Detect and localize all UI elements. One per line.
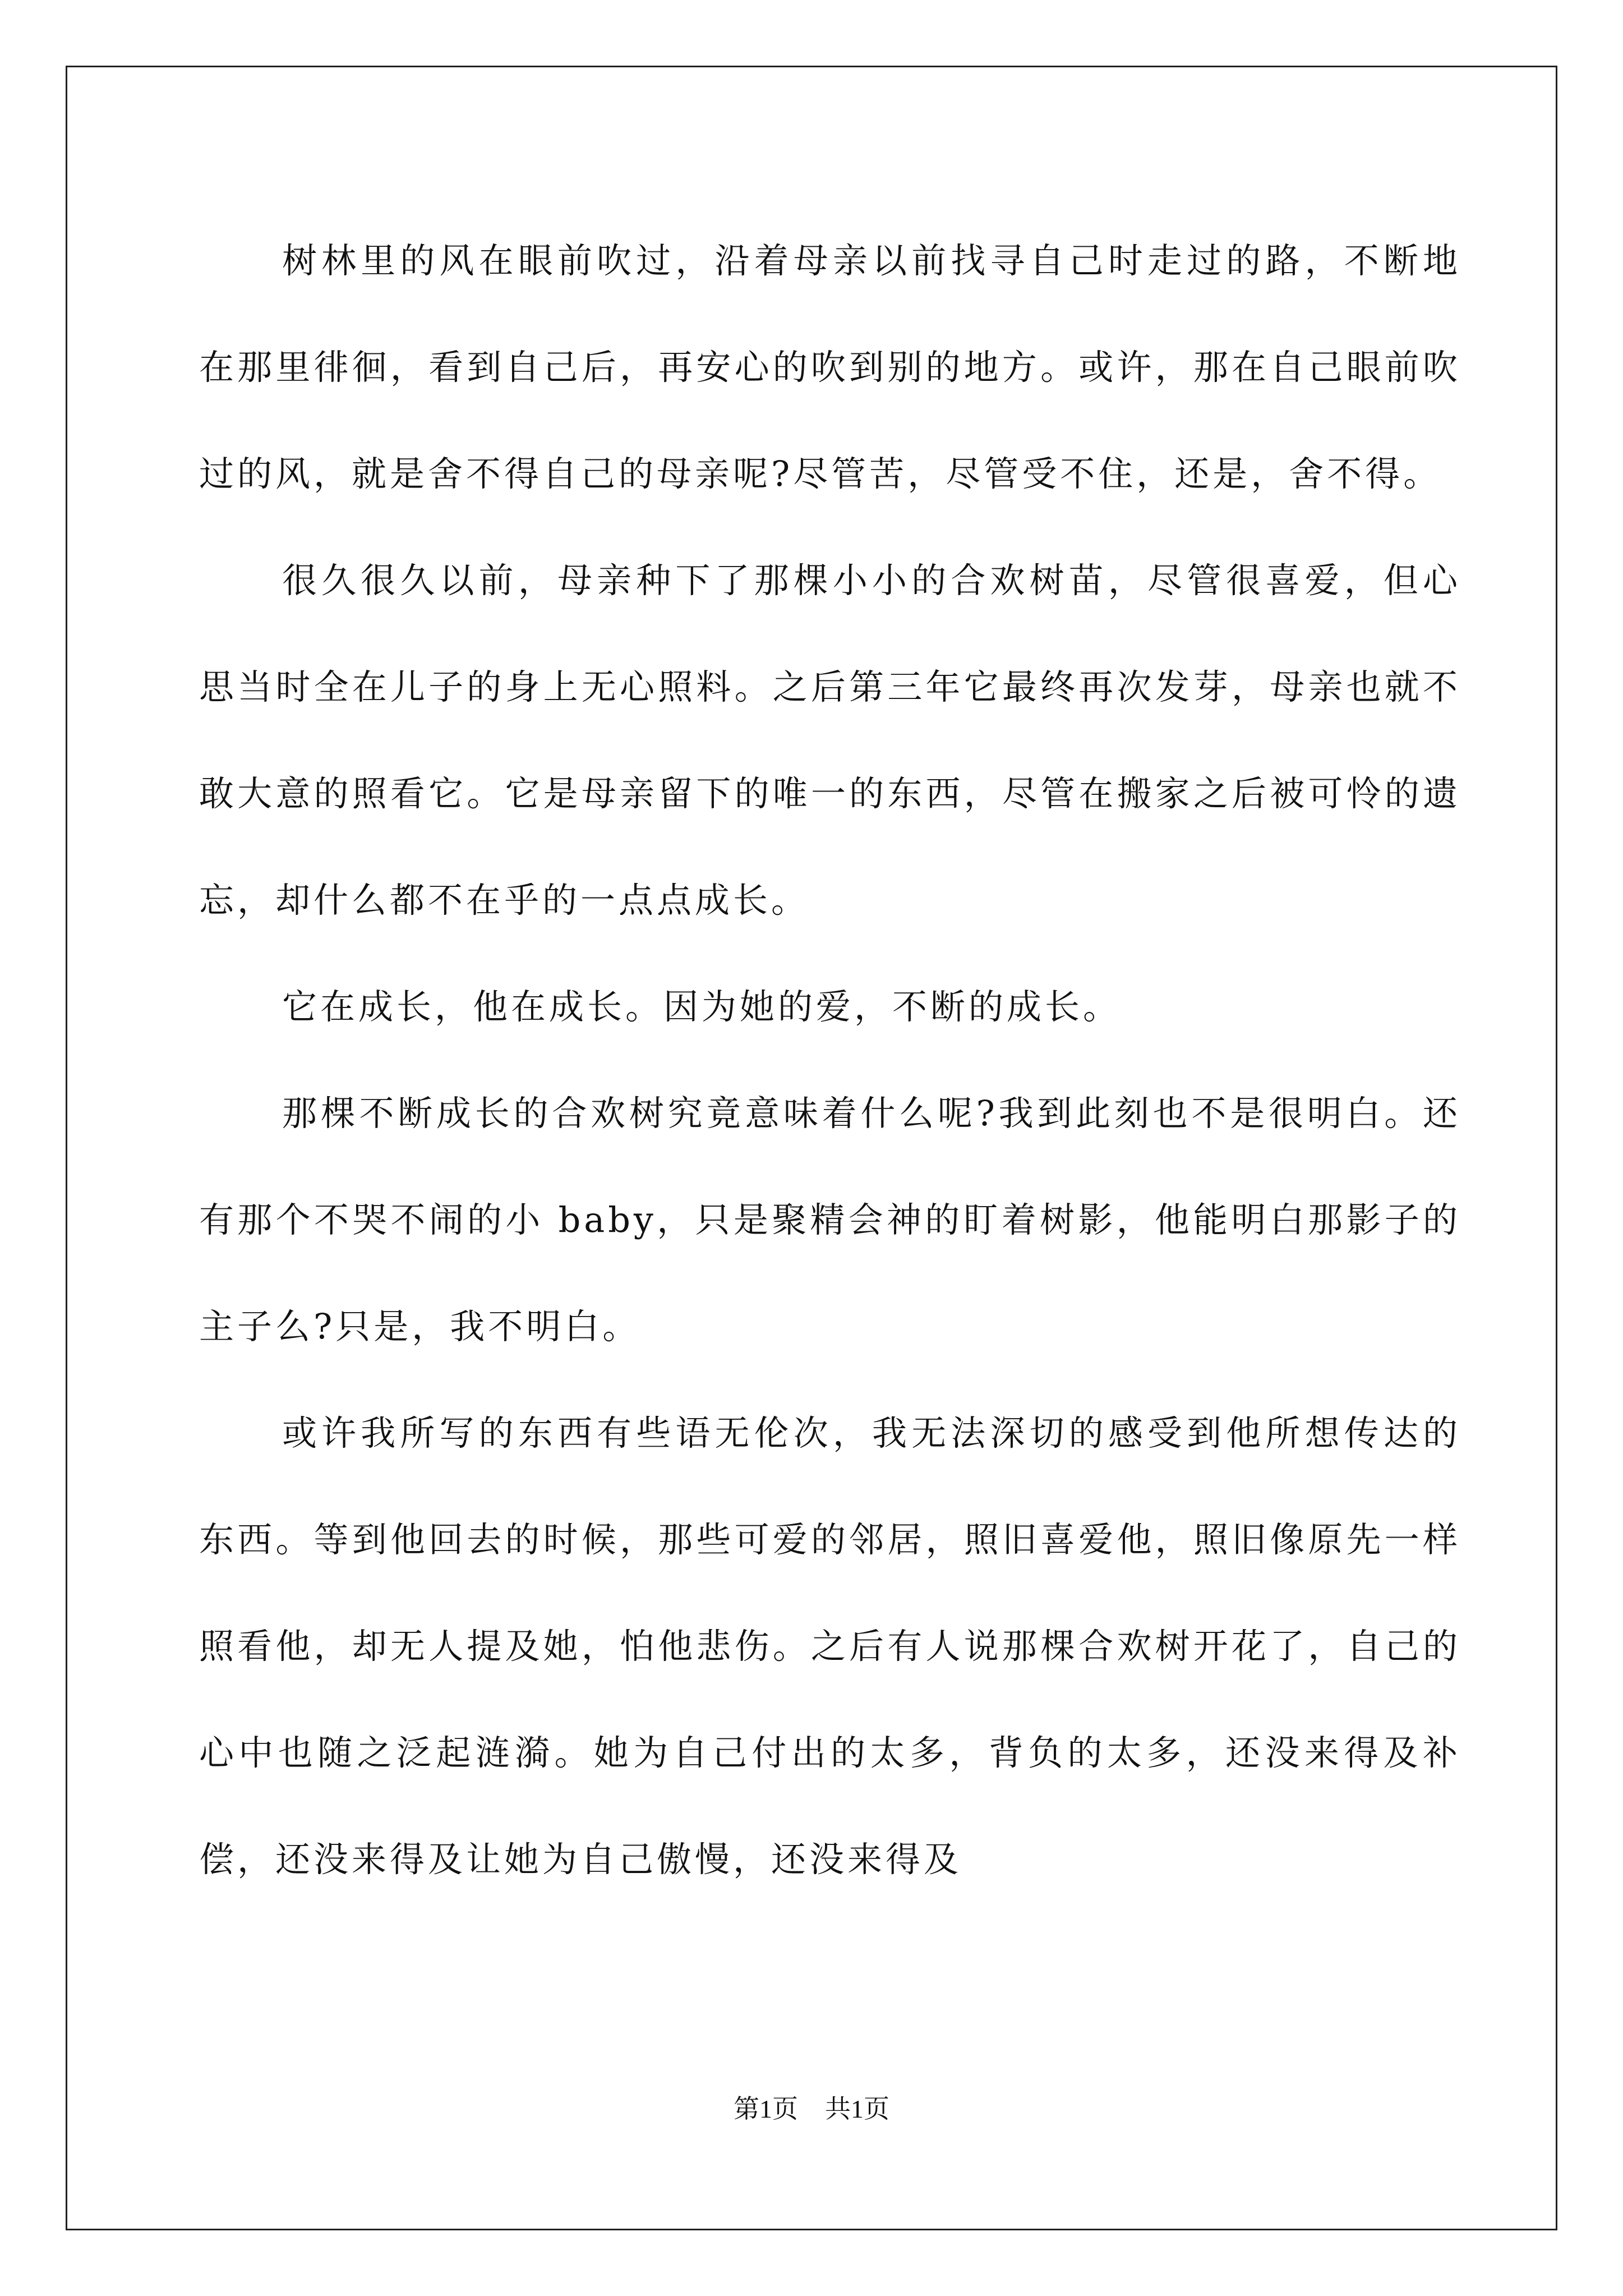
paragraph-3: 它在成长，他在成长。因为她的爱，不断的成长。 bbox=[282, 986, 1122, 1027]
paragraph-5: 或许我所写的东西有些语无伦次，我无法深切的感受到他所想传达的东西。等到他回去的时候，那些可爱的邻居，照旧喜爱他，照旧像原先一样照看他，却无人提及她，怕他悲伤。之后有人说那棵合欢树开花了，自己的心中也随之泛起涟漪。她为自己付出的太多，背负的太多，还没来得及补偿，还没来得及让她为自己傲慢，还没来得及 bbox=[199, 1412, 1461, 1880]
paragraph-4: 那棵不断成长的合欢树究竟意味着什么呢?我到此刻也不是很明白。还有那个不哭不闹的小 baby，只是聚精会神的盯着树影，他能明白那影子的主子么?只是，我不明白。 bbox=[199, 1093, 1461, 1347]
page-number-total: 共1页 bbox=[825, 2095, 889, 2123]
page-footer bbox=[0, 2092, 1623, 2126]
document-body bbox=[199, 208, 1461, 1913]
paragraph-1: 树林里的风在眼前吹过，沿着母亲以前找寻自己时走过的路，不断地在那里徘徊，看到自己后，再安心的吹到别的地方。或许，那在自己眼前吹过的风，就是舍不得自己的母亲呢?尽管苦，尽管受不住，还是，舍不得。 bbox=[199, 240, 1461, 494]
page-number-current: 第1页 bbox=[734, 2095, 798, 2123]
paragraph-2: 很久很久以前，母亲种下了那棵小小的合欢树苗，尽管很喜爱，但心思当时全在儿子的身上无心照料。之后第三年它最终再次发芽，母亲也就不敢大意的照看它。它是母亲留下的唯一的东西，尽管在搬家之后被可怜的遗忘，却什么都不在乎的一点点成长。 bbox=[199, 560, 1461, 921]
